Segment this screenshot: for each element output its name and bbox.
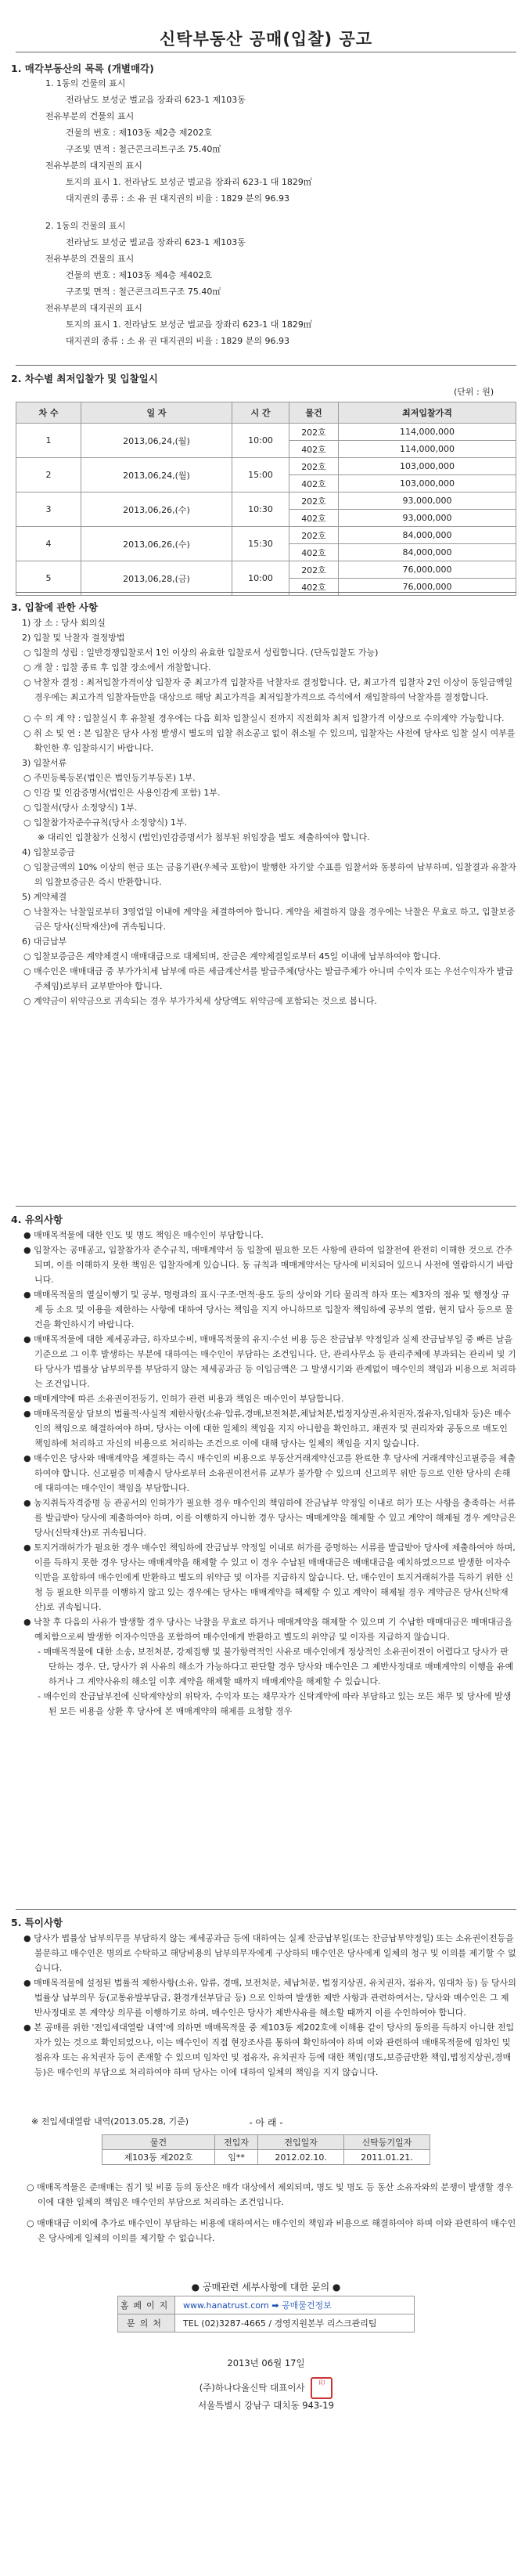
round-cell: 2 (16, 458, 81, 492)
time-cell: 10:00 (232, 561, 289, 596)
price-cell: 76,000,000 (339, 579, 516, 596)
exclusive-label: 전유부분의 건물의 표시 (45, 254, 135, 264)
land-right-label: 전유부분의 대지권의 표시 (45, 161, 142, 171)
paragraph-line: ○ 수 의 계 약 : 입찰실시 후 유찰될 경우에는 다음 회차 입찰실시 전까지 직전회차 최저 입찰가격 이상으로 수의계약 가능합니다. (23, 713, 505, 723)
note-caption: ※ 전입세대열람 내역(2013.05.28, 기준) (31, 2116, 189, 2127)
time-cell: 15:00 (232, 458, 289, 492)
item-cell: 202호 (289, 561, 339, 579)
footer-company (0, 2377, 532, 2399)
item-cell: 202호 (289, 527, 339, 544)
building-address: 전라남도 보성군 벌교읍 장좌리 623-1 제103동 (66, 95, 246, 105)
price-cell: 114,000,000 (339, 424, 516, 441)
footer-address: 서울특별시 강남구 대치동 943-19 (198, 2400, 334, 2411)
homepage-label: 홈페이지 (118, 2296, 175, 2314)
paragraph-line: 5) 계약체결 (22, 892, 67, 902)
section1-heading: 1. 매각부동산의 목록 (개별매각) (11, 63, 154, 74)
building-structure: 구조및 면적 : 철근콘크리트구조 75.40㎡ (66, 144, 221, 154)
paragraph-line: ● 매매목적물에 대한 인도 및 명도 책임은 매수인이 부담합니다. (23, 1230, 264, 1240)
paragraph-line: ○ 입찰금액의 10% 이상의 현금 또는 금융기관(우체국 포함)이 발행한 자기앞 수표를 입찰서와 동봉하여 납부하며, 입찰결과 유찰자의 입찰보증금은 즉시 반환합니다. (23, 862, 516, 887)
schedule-table (16, 402, 516, 596)
after-note-item: ○ 매매대금 이외에 추가로 매수인이 부담하는 비용에 대하여서는 매수인의 책임과 비용으로 해결하여야 하며 이와 관련하여 매수인은 당사에게 일체의 이의를 제기할 수 없습니다. (27, 2218, 516, 2243)
paragraph-line: ● 매매목적물상 담보의 법률적·사실적 제한사항(소유·압류,경매,보전처분,체납처분,법정지상권,유치권자,점유자,임대차 등)은 매수인의 책임으로 해결하여야 하며, 당사는 이에 대한 일체의 책임을 지지 아니함을 확인하고, 채권자 및 권리자와 공동으로 매도인 책임하에 처리하고 자신의 비용으로 처리하는 조건으로 이에 대해 당사는 일체의 책임을 지지 않습니다. (23, 1409, 512, 1449)
paragraph-line: ● 토지거래허가가 필요한 경우 매수인 책임하에 잔금납부 약정일 이내로 허가를 증명하는 서류를 발급받아 당사에 제출하여야 하며, 이를 득하지 못한 경우 당사는 매매계약을 해제할 수 있고 이 경우 수납된 매매대금은 매매대금을 예치하였으므로 발생한 이자수익만을 포함하여 매수인에게 반환하고 별도의 위약금 및 이자를 지급하지 않습니다. 단, 매수인이 토지거래허가를 득하기 위한 신청 등 필요한 의무를 이행하지 않고 있는 경우에는 당사는 매매계약을 해제할 수 있고 계약이 해제될 경우 계약금은 당사(신탁재산)로 귀속됩니다. (23, 1542, 516, 1612)
round-cell: 5 (16, 561, 81, 596)
paragraph-line: ○ 입찰서(당사 소정양식) 1부. (23, 803, 138, 813)
paragraph-line: ○ 개 찰 : 입찰 종료 후 입찰 장소에서 개찰합니다. (23, 662, 211, 673)
paragraph-line: ● 매매목적물에 대한 제세공과금, 하자보수비, 매매목적물의 유지·수선 비용 등은 잔금납부 약정일과 실제 잔금납부일 중 빠른 날을 기준으로 그 이후 발생하는 부분에 대하여는 매수인이 부담하는 조건입니다. 단, 관리사무소 등 관리주체에 부과되는 관리비 및 기타 당사가 법률상 납부의무를 부담하지 않는 제세공과금 등 이입금액은 그 발생시기와 관계없이 매수인의 책임과 비용으로 처리하는 조건입니다. (23, 1334, 516, 1389)
property-1 (39, 75, 516, 207)
paragraph-line: ● 입찰자는 공매공고, 입찰참가자 준수규칙, 매매계약서 등 입찰에 필요한 모든 사항에 관하여 입찰전에 완전히 이해한 것으로 간주되며, 이를 이해하지 못한 책임은 입찰자에게 있습니다. 동 규칙과 매매계약서는 당사에 비치되어 있으니 사전에 열람하시기 바랍니다. (23, 1245, 513, 1285)
resident-table (102, 2134, 430, 2165)
after-note (11, 2180, 516, 2246)
round-cell: 3 (16, 492, 81, 527)
col-move-in: 전입일자 (258, 2135, 344, 2150)
paragraph-line: ● 낙찰 후 다음의 사유가 발생할 경우 당사는 낙찰을 무효로 하거나 매매계약을 해제할 수 있으며 기 수납한 매매대금은 매매대금을 예치함으로써 발생한 이자수익만을 포함하여 매수인에게 반환하고 별도의 위약금 및 이자를 지급하지 않습니다. (23, 1617, 513, 1642)
col-date: 일 자 (81, 402, 232, 424)
date-cell: 2013,06,26,(수) (81, 492, 232, 527)
page-title: 신탁부동산 공매(입찰) 공고 (160, 30, 372, 49)
col-item: 물건 (289, 402, 339, 424)
item-cell: 402호 (289, 544, 339, 561)
homepage-link[interactable]: www.hanatrust.com ➡ 공매물건정보 (175, 2296, 415, 2314)
paragraph-line: ○ 주민등록등본(법인은 법인등기부등본) 1부. (23, 773, 196, 783)
paragraph-line: 3) 입찰서류 (22, 758, 67, 768)
section4-heading: 4. 유의사항 (11, 1214, 63, 1225)
paragraph-line: 6) 대금납부 (22, 936, 67, 947)
col-time: 시 간 (232, 402, 289, 424)
contact-table (117, 2296, 415, 2332)
section5-divider (16, 1909, 516, 1910)
paragraph-line: ○ 낙찰자 결정 : 최저입찰가격이상 입찰자 중 최고가격 입찰자를 낙찰자로 결정합니다. 단, 최고가격 입찰자 2인 이상이 동일금액일 경우에는 최고가격 입찰자들만을 대상으로 해당 최고가격을 최저입찰가격으로 즉석에서 재입찰하여 낙찰자를 결정합니다. (23, 677, 513, 702)
col-price: 최저입찰가격 (339, 402, 516, 424)
inquiry-value: TEL (02)3287-4665 / 경영지원본부 리스크관리팀 (175, 2314, 415, 2332)
paragraph-line: - 매매목적물에 대한 소송, 보전처분, 강제집행 및 불가항력적인 사유로 매수인에게 정상적인 소유권이전이 어렵다고 당사가 판단하는 경우. 단, 당사가 위 사유의 해소가 가능하다고 판단할 경우 당사와 매수인은 그 제반사정대로 매매계약의 이행을 유예하거나 그 계약사유의 해소일 이후 계약을 해제할 때까지 매매계약을 해제할 수 있습니다. (38, 1647, 514, 1687)
time-cell: 10:30 (232, 492, 289, 527)
contact-title: ● 공매관련 세부사항에 대한 문의 ● (191, 2282, 341, 2293)
section5-heading: 5. 특이사항 (11, 1917, 63, 1928)
building-structure: 구조및 면적 : 철근콘크리트구조 75.40㎡ (66, 287, 221, 297)
paragraph-line: ● 농지취득자격증명 등 관공서의 인허가가 필요한 경우 매수인의 책임하에 잔금납부 약정일 이내로 허가 또는 사항을 충족하는 서류를 발급받아 당사에 제출하여야 하며, 이를 이행하지 아니한 경우 당사는 매매계약을 해제할 수 있고 계약이 해제될 경우 계약금은 당사(신탁재산)로 귀속됩니다. (23, 1498, 516, 1538)
building-address: 전라남도 보성군 벌교읍 장좌리 623-1 제103동 (66, 237, 246, 247)
paragraph-line: ● 매수인은 당사와 매매계약을 체결하는 즉시 매수인의 비용으로 부동산거래계약신고를 완료한 후 당사에 거래계약신고필증을 제출하여야 합니다. 신고필증 미제출시 당사로부터 소유권이전서류 교부가 불가할 수 있으며 신고의무 위반 등으로 인한 당사의 손해에 대하여는 매수인이 책임을 부담합니다. (23, 1453, 516, 1493)
table-row (16, 527, 516, 544)
item-cell: 402호 (289, 579, 339, 596)
item-cell: 402호 (289, 475, 339, 492)
paragraph-line: ○ 계약금이 위약금으로 귀속되는 경우 부가가치세 상당액도 위약금에 포함되는 것으로 봅니다. (23, 996, 377, 1006)
price-cell: 84,000,000 (339, 544, 516, 561)
property-2 (39, 218, 516, 349)
company-seal-icon: 印 (311, 2377, 332, 2399)
paragraph-line: ○ 취 소 및 연 : 본 입찰은 당사 사정 발생시 별도의 입찰 취소공고 없이 취소될 수 있으며, 입찰자는 사전에 당사로 입찰 실시 여부를 확인한 후 입찰하시기 바랍니다. (23, 728, 516, 753)
price-cell: 114,000,000 (339, 441, 516, 458)
price-cell: 76,000,000 (339, 561, 516, 579)
unit-label: (단위 : 원) (454, 387, 494, 397)
section5-body (11, 1931, 516, 2080)
paragraph-line: ● 매매목적물에 설정된 법률적 제한사항(소유, 압류, 경매, 보전처분, 체납처분, 법정지상권, 유치권자, 점유자, 임대차 등) 등 당사의 법률상 납부의무 등(교통유발부담금, 환경개선부담금 등) 으로 인하여 발생한 제반 사항과 관련하여서는, 당사와 매수인은 그 제반사정대로 본 계약상 의무를 이행하기로 하며, 매수인은 당사가 제반사유를 해소할 때까지 이를 수인하여야 합니다. (23, 1978, 516, 2018)
paragraph-line: ※ 대리인 입찰참가 신청시 (법인)인감증명서가 첨부된 위임장을 별도 제출하여야 합니다. (38, 832, 370, 842)
move-in-cell: 2012.02.10. (258, 2150, 344, 2165)
footer-date: 2013년 06월 17일 (227, 2358, 305, 2369)
round-cell: 1 (16, 424, 81, 458)
item-cell: 202호 (289, 424, 339, 441)
table-row (102, 2150, 430, 2165)
land-kind: 대지권의 종류 : 소 유 권 대지권의 비율 : 1829 분의 96.93 (66, 336, 289, 346)
price-cell: 93,000,000 (339, 492, 516, 510)
price-cell: 103,000,000 (339, 458, 516, 475)
section2-heading: 2. 차수별 최저입찰가 및 입찰일시 (11, 373, 158, 384)
paragraph-line: ○ 입찰참가자준수규칙(당사 소정양식) 1부. (23, 817, 188, 828)
item-cell: 제103동 제202호 (102, 2150, 215, 2165)
paragraph-line: ● 당사가 법률상 납부의무를 부담하지 않는 제세공과금 등에 대하여는 실제 잔금납부일(또는 잔금납부약정일) 또는 소유권이전등을 불문하고 매수인은 명의로 수탁하고 해당비용의 납부의무자에게 구상하되 매수인은 당사에게 일체의 청구 및 이의를 제기할 수 없습니다. (23, 1933, 516, 1973)
trust-date-cell: 2011.01.21. (344, 2150, 430, 2165)
exclusive-label: 전유부분의 건물의 표시 (45, 111, 135, 121)
building-number: 건물의 번호 : 제103동 제4층 제402호 (66, 270, 213, 280)
table-row (16, 492, 516, 510)
paragraph-line: 1) 장 소 : 당사 회의실 (22, 618, 106, 628)
paragraph-line: ● 본 공매를 위한 '전입세대열람 내역'에 의하면 매매목적물 중 제103동 제202호에 이해용 같이 당사의 동의를 득하지 아니한 전입자가 있는 것으로 확인되었으나, 이는 매수인이 직접 현장조사를 통하여 확인하여야 하며 이와 관련하여 매매목적물에 임차인 및 점유자 또는 유치권자 등이 존재할 수 있으며 임차인 및 점유자, 유치권자 등에 대한 책임(명도,보증금반환 책임,법정지상권,경매 등)은 매수인의 부담으로 처리하여야 하며 당사는 이에 대하여 일체의 책임을 지지 않습니다. (23, 2022, 515, 2077)
table-row (16, 424, 516, 441)
date-cell: 2013,06,26,(수) (81, 527, 232, 561)
col-round: 차 수 (16, 402, 81, 424)
col-trust-date: 신탁등기일자 (344, 2135, 430, 2150)
item-cell: 202호 (289, 458, 339, 475)
paragraph-line: ○ 낙찰자는 낙찰일로부터 3영업일 이내에 계약을 체결하여야 합니다. 계약을 체결하지 않을 경우에는 낙찰은 무효로 하고, 입찰보증금은 당사(신탁재산)에 귀속됩니다. (23, 907, 516, 932)
round-cell: 4 (16, 527, 81, 561)
paragraph-line: 4) 입찰보증금 (22, 847, 75, 857)
paragraph-line: - 매수인의 잔금납부전에 신탁계약상의 위탁자, 수익자 또는 채무자가 신탁계약에 따라 부담하고 있는 모든 채무 및 당사에 발생된 모든 비용을 상환 후 당사에 본 매매계약의 해제를 요청할 경우 (38, 1691, 512, 1716)
item-cell: 202호 (289, 492, 339, 510)
inquiry-label: 문의처 (118, 2314, 175, 2332)
item-cell: 402호 (289, 441, 339, 458)
table-row (16, 561, 516, 579)
land-mark: 토지의 표시 1. 전라남도 보성군 벌교읍 장좌리 623-1 대 1829㎡ (66, 177, 312, 187)
col-resident: 전입자 (214, 2135, 257, 2150)
paragraph-line: ○ 입찰보증금은 계약체결시 매매대금으로 대체되며, 잔금은 계약체결일로부터 45일 이내에 납부하여야 합니다. (23, 951, 441, 961)
note-title: - 아 래 - (249, 2117, 283, 2128)
section4-divider (16, 1206, 516, 1207)
section3-divider (16, 592, 516, 593)
date-cell: 2013,06,24,(월) (81, 458, 232, 492)
item-cell: 402호 (289, 510, 339, 527)
price-cell: 93,000,000 (339, 510, 516, 527)
property-head: 1. 1동의 건물의 표시 (45, 78, 126, 88)
paragraph-line: ● 매매계약에 따른 소유권이전등기, 인허가 관련 비용과 책임은 매수인이 부담합니다. (23, 1394, 344, 1404)
col-item: 물건 (102, 2135, 215, 2150)
building-number: 건물의 번호 : 제103동 제2층 제202호 (66, 128, 213, 138)
resident-cell: 임** (214, 2150, 257, 2165)
section3-heading: 3. 입찰에 관한 사항 (11, 601, 99, 613)
paragraph-line: ○ 인감 및 인감증명서(법인은 사용인감계 포함) 1부. (23, 788, 221, 798)
after-note-item: ○ 매매목적물은 준매매는 집기 및 비품 등의 동산은 매각 대상에서 제외되며, 명도 및 명도 등 동산 소유자와의 분쟁이 발생할 경우 이에 대한 일체의 책임은 매수인의 부담으로 처리하는 조건입니다. (27, 2182, 513, 2207)
date-cell: 2013,06,28,(금) (81, 561, 232, 596)
property-head: 2. 1동의 건물의 표시 (45, 221, 126, 231)
paragraph-line: 2) 입찰 및 낙찰자 결정방법 (22, 633, 125, 643)
date-cell: 2013,06,24,(월) (81, 424, 232, 458)
table-row (16, 458, 516, 475)
time-cell: 10:00 (232, 424, 289, 458)
section3-body (11, 615, 516, 1008)
time-cell: 15:30 (232, 527, 289, 561)
paragraph-line: ○ 입찰의 성립 : 일반경쟁입찰로서 1인 이상의 유효한 입찰로서 성립합니다. (단독입찰도 가능) (23, 648, 379, 658)
price-cell: 103,000,000 (339, 475, 516, 492)
paragraph-line: ● 매매목적물의 열실이행기 및 공부, 명령과의 표시·구조·면적·용도 등의 상이와 기타 물리적 하자 또는 제3자의 점유 및 행정상 규제 등 소요 및 이용을 제한하는 사항에 대하여 당사는 책임을 지지 아니하므로 입찰자 책임하에 공부의 열람, 현지 답사 등으로 물건을 확인하시기 바랍니다. (23, 1290, 513, 1329)
company-name: (주)하나다올신탁 대표이사 (199, 2382, 305, 2394)
land-right-label: 전유부분의 대지권의 표시 (45, 303, 142, 313)
section2-divider (16, 365, 516, 366)
paragraph-line: ○ 매수인은 매매대금 중 부가가치세 납부에 따른 세금계산서를 발급주체(당사는 발급주체가 아니며 수익자 또는 우선수익자가 발급주체임)로부터 교부받아야 합니다. (23, 966, 514, 991)
land-kind: 대지권의 종류 : 소 유 권 대지권의 비율 : 1829 분의 96.93 (66, 193, 289, 204)
section4-body (11, 1228, 516, 1719)
land-mark: 토지의 표시 1. 전라남도 보성군 벌교읍 장좌리 623-1 대 1829㎡ (66, 319, 312, 330)
price-cell: 84,000,000 (339, 527, 516, 544)
